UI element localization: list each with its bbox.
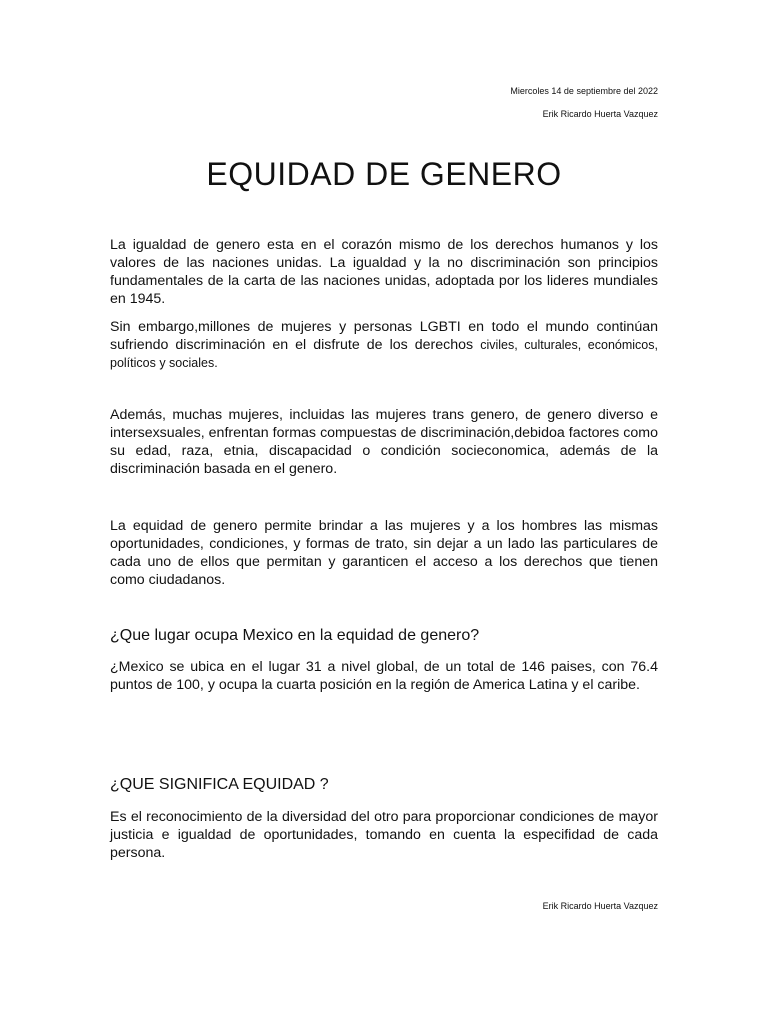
- heading-mexico-ranking: ¿Que lugar ocupa Mexico en la equidad de genero?: [110, 627, 480, 644]
- paragraph-equity-meaning: Es el reconocimiento de la diversidad del otro para proporcionar condiciones de mayor justicia e igualdad de oportunidades, tomando en cuenta la especifidad de cada persona.: [110, 809, 658, 861]
- paragraph-mexico-ranking: ¿Mexico se ubica en el lugar 31 a nivel global, de un total de 146 paises, con 76.4 puntos de 100, y ocupa la cuarta posición en la región de America Latina y el caribe.: [110, 659, 658, 693]
- paragraph-gender-equality-intro: La igualdad de genero esta en el corazón mismo de los derechos humanos y los valores de las naciones unidas. La igualdad y la no discriminación son principios fundamentales de la carta de las naciones unidas, adoptada por los lideres mundiales en 1945.: [110, 237, 658, 307]
- document-title: EQUIDAD DE GENERO: [206, 156, 562, 192]
- paragraph-lgbti-discrimination-rights: civiles, culturales, económicos, políticos y sociales.: [110, 338, 658, 370]
- heading-equity-meaning: ¿QUE SIGNIFICA EQUIDAD ?: [110, 776, 329, 793]
- paragraph-compound-discrimination: Además, muchas mujeres, incluidas las mujeres trans genero, de genero diverso e intersexsuales, enfrentan formas compuestas de discriminación,debidoa factores como su edad, raza, etnia, discapacidad o condición socieconomica, además de la discriminación basada en el genero.: [110, 407, 658, 477]
- paragraph-lgbti-discrimination-main: Sin embargo,millones de mujeres y personas LGBTI en todo el mundo continúan sufriendo discriminación en el disfrute de los derechos: [110, 319, 658, 353]
- document-date: Miercoles 14 de septiembre del 2022: [510, 86, 658, 96]
- footer-author: Erik Ricardo Huerta Vazquez: [542, 901, 658, 911]
- document-author: Erik Ricardo Huerta Vazquez: [542, 109, 658, 119]
- paragraph-lgbti-discrimination: [110, 318, 658, 372]
- paragraph-gender-equity-definition: La equidad de genero permite brindar a las mujeres y a los hombres las mismas oportunidades, condiciones, y formas de trato, sin dejar a un lado las particulares de cada uno de ellos que permitan y garanticen el acceso a los derechos que tienen como ciudadanos.: [110, 518, 658, 588]
